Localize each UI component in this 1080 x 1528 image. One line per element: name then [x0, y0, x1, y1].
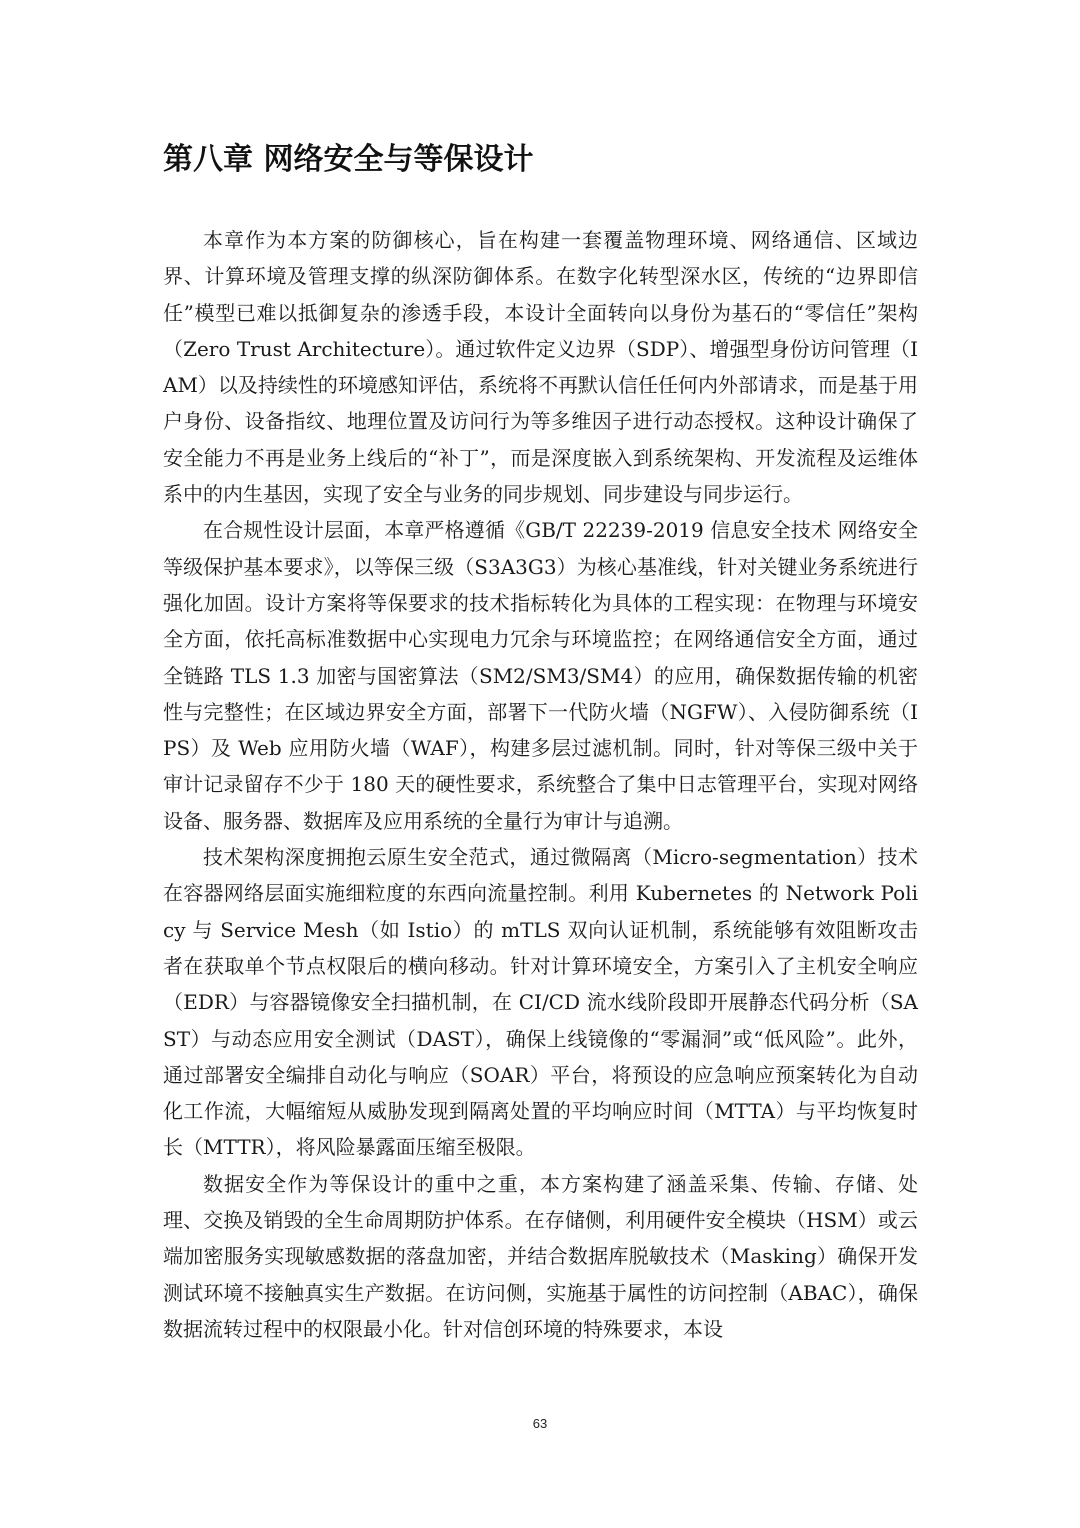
page-number: 63 — [532, 1416, 548, 1431]
paragraph-data-security: 数据安全作为等保设计的重中之重，本方案构建了涵盖采集、传输、存储、处理、交换及销毁的全生命周期防护体系。在存储侧，利用硬件安全模块（HSM）或云端加密服务实现敏感数据的落盘加密，并结合数据库脱敏技术（Masking）确保开发测试环境不接触真实生产数据。在访问侧，实施基于属性的访问控制（ABAC），确保数据流转过程中的权限最小化。针对信创环境的特殊要求，本设 — [163, 1171, 918, 1341]
paragraph-zero-trust: 本章作为本方案的防御核心，旨在构建一套覆盖物理环境、网络通信、区域边界、计算环境及管理支撑的纵深防御体系。在数字化转型深水区，传统的“边界即信任”模型已难以抵御复杂的渗透手段，本设计全面转向以身份为基石的“零信任”架构（Zero Trust Architecture）。通过软件定义边界（SDP）、增强型身份访问管理（IAM）以及持续性的环境感知评估，系统将不再默认信任任何内外部请求，而是基于用户身份、设备指纹、地理位置及访问行为等多维因子进行动态授权。这种设计确保了安全能力不再是业务上线后的“补丁”，而是深度嵌入到系统架构、开发流程及运维体系中的内生基因，实现了安全与业务的同步规划、同步建设与同步运行。 — [163, 228, 918, 507]
chapter-title: 第八章 网络安全与等保设计 — [163, 142, 534, 177]
paragraph-cloud-native: 技术架构深度拥抱云原生安全范式，通过微隔离（Micro-segmentation）技术在容器网络层面实施细粒度的东西向流量控制。利用 Kubernetes 的 Network Policy 与 Service Mesh（如 Istio）的 mTLS 双向认证机制，系统能够有效阻断攻击者在获取单个节点权限后的横向移动。针对计算环境安全，方案引入了主机安全响应（EDR）与容器镜像安全扫描机制，在 CI/CD 流水线阶段即开展静态代码分析（SAST）与动态应用安全测试（DAST），确保上线镜像的“零漏洞”或“低风险”。此外，通过部署安全编排自动化与响应（SOAR）平台，将预设的应急响应预案转化为自动化工作流，大幅缩短从威胁发现到隔离处置的平均响应时间（MTTA）与平均恢复时长（MTTR），将风险暴露面压缩至极限。 — [163, 845, 918, 1160]
chapter-body — [163, 222, 918, 1347]
paragraph-compliance: 在合规性设计层面，本章严格遵循《GB/T 22239-2019 信息安全技术 网络安全等级保护基本要求》，以等保三级（S3A3G3）为核心基准线，针对关键业务系统进行强化加固。设计方案将等保要求的技术指标转化为具体的工程实现：在物理与环境安全方面，依托高标准数据中心实现电力冗余与环境监控；在网络通信安全方面，通过全链路 TLS 1.3 加密与国密算法（SM2/SM3/SM4）的应用，确保数据传输的机密性与完整性；在区域边界安全方面，部署下一代防火墙（NGFW）、入侵防御系统（IPS）及 Web 应用防火墙（WAF），构建多层过滤机制。同时，针对等保三级中关于审计记录留存不少于 180 天的硬性要求，系统整合了集中日志管理平台，实现对网络设备、服务器、数据库及应用系统的全量行为审计与追溯。 — [163, 518, 918, 833]
